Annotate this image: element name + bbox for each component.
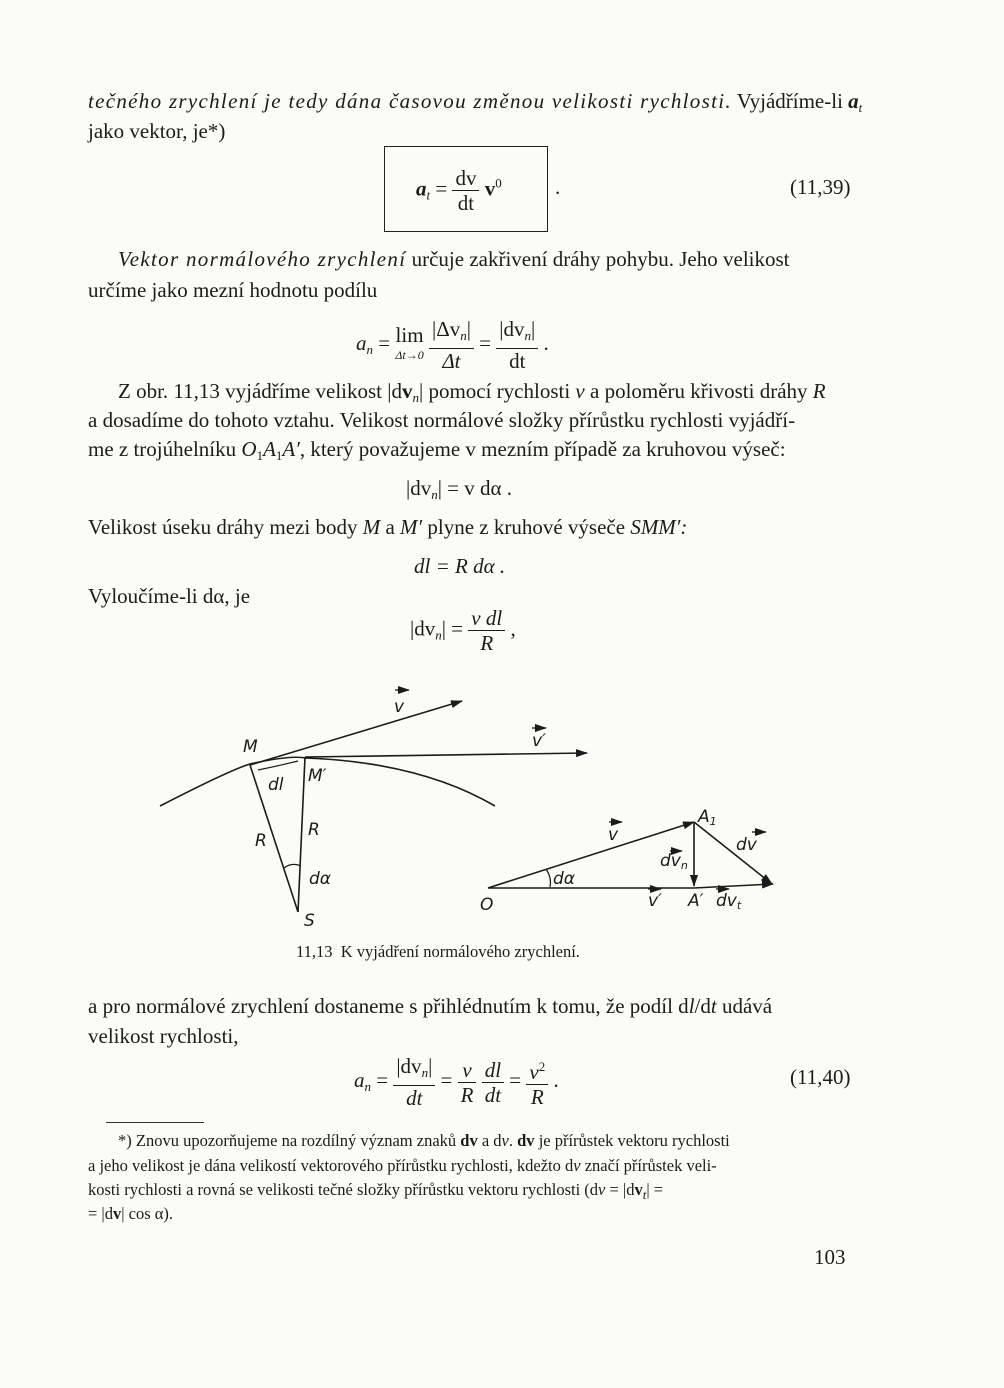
para3-line2: a dosadíme do tohoto vztahu. Velikost normálové složky přírůstku rychlosti vyjádří- <box>88 408 796 432</box>
label-dalpha-tri: dα <box>553 869 575 889</box>
para2-line1: Vektor normálového zrychlení určuje zakřivení dráhy pohybu. Jeho velikost <box>118 247 790 271</box>
fraction: $\frac{v}{R}$ <box>458 1058 477 1107</box>
equation-number-11-40: (11,40) <box>790 1065 851 1089</box>
label-v-prime-tri: v′ <box>648 891 662 911</box>
equation-dvn: $|dv_n| = v$ dα . <box>406 476 513 502</box>
label-A1: A1 <box>698 807 717 828</box>
equation-limit: $a_n$ = lim Δt→0 $\frac{|\Delta v_n|}{\Delta t}$ = $\frac{|dv_n|}{dt}$ . <box>356 317 549 373</box>
label-dvn: dvn <box>660 851 688 872</box>
label-O: O <box>480 895 494 915</box>
fraction: $\frac{|dv_n|}{dt}$ <box>496 317 538 373</box>
label-R-left: R <box>255 831 267 851</box>
velocity-vector-v-prime <box>305 753 587 757</box>
trajectory-curve <box>160 757 495 806</box>
equation-dot: . <box>555 175 561 199</box>
label-R-right: R <box>308 820 320 840</box>
label-dalpha: dα <box>309 869 331 889</box>
fraction: $\frac{|dv_n|}{dt}$ <box>393 1054 435 1110</box>
fraction: $\frac{dv}{dt}$ <box>452 166 479 215</box>
footnote-line3: kosti rychlosti a rovná se velikosti tečné složky přírůstku vektoru rychlosti ($dv = |dv_t|$ = <box>88 1180 664 1202</box>
para3-line3: me z trojúhelníku $O_1A_1A'$, který považujeme v mezním případě za kruhovou výseč: <box>88 437 786 463</box>
para5: Vyloučíme-li dα, je <box>88 584 251 608</box>
angle-arc-o <box>546 869 551 887</box>
para1-line1: tečného zrychlení je tedy dána časovou změnou velikosti rychlosti. Vyjádříme-li $a_t$ <box>88 89 863 115</box>
equation-11-40: $a_n$ = $\frac{|dv_n|}{dt}$ = $\frac{v}{R}$ $\frac{dl}{dt}$ = $\frac{v^2}{R}$ . <box>354 1054 559 1110</box>
label-v-prime: v′ <box>532 731 546 751</box>
label-S: S <box>304 911 315 931</box>
tri-vector-dvt <box>694 884 773 888</box>
equation-dl: dl = R dα . <box>414 554 506 578</box>
page-number: 103 <box>814 1245 846 1269</box>
para6-line2: velikost rychlosti, <box>88 1024 239 1048</box>
footnote-line1: *) Znovu upozorňujeme na rozdílný význam znaků dv a dv. dv je přírůstek vektoru rychlosti <box>118 1131 730 1150</box>
footnote-line2: a jeho velikost je dána velikostí vektorového přírůstku rychlosti, kdežto dv značí přírůstek veli- <box>88 1156 717 1175</box>
para2-line2: určíme jako mezní hodnotu podílu <box>88 278 378 302</box>
label-dvt: dvt <box>716 891 742 912</box>
label-A-prime: A′ <box>688 891 704 911</box>
fraction: $\frac{|\Delta v_n|}{\Delta t}$ <box>429 317 474 373</box>
para3-line1: Z obr. 11,13 vyjádříme velikost $|dv_n|$ pomocí rychlosti v a poloměru křivosti dráhy R <box>118 379 826 405</box>
fraction: $\frac{\text{v dl}}{R}$ <box>468 606 505 655</box>
label-v-tri: v <box>608 825 619 845</box>
label-dl: dl <box>268 775 284 795</box>
label-v: v <box>394 697 405 717</box>
radius-right <box>298 757 305 912</box>
footnote-rule <box>106 1122 204 1123</box>
equation-dvn-2: $|dv_n|$ = $\frac{\text{v dl}}{R}$ , <box>410 606 516 655</box>
label-dv: dv <box>736 835 757 855</box>
arc-dl <box>258 761 298 770</box>
para1-line2: jako vektor, je*) <box>88 119 226 143</box>
fraction: $\frac{v^2}{R}$ <box>526 1055 548 1109</box>
label-M: M <box>243 737 258 757</box>
label-M-prime: M′ <box>308 766 327 786</box>
limit-operator: lim Δt→0 <box>395 323 424 362</box>
para6-line1: a pro normálové zrychlení dostaneme s přihlédnutím k tomu, že podíl dl/dt udává <box>88 994 773 1018</box>
angle-arc-s <box>284 864 301 868</box>
fraction: $\frac{dl}{dt}$ <box>482 1058 504 1107</box>
equation-number: (11,39) <box>790 175 851 199</box>
footnote-line4: = |dv| cos α). <box>88 1204 174 1223</box>
para4: Velikost úseku dráhy mezi body M a M′ plyne z kruhové výseče SMM′: <box>88 515 688 539</box>
equation-11-39: $a_t$ = $\frac{dv}{dt}$ $v^0$ <box>416 166 502 215</box>
tri-vector-dv <box>694 822 772 884</box>
figure-caption: 11,13 K vyjádření normálového zrychlení. <box>296 942 580 961</box>
